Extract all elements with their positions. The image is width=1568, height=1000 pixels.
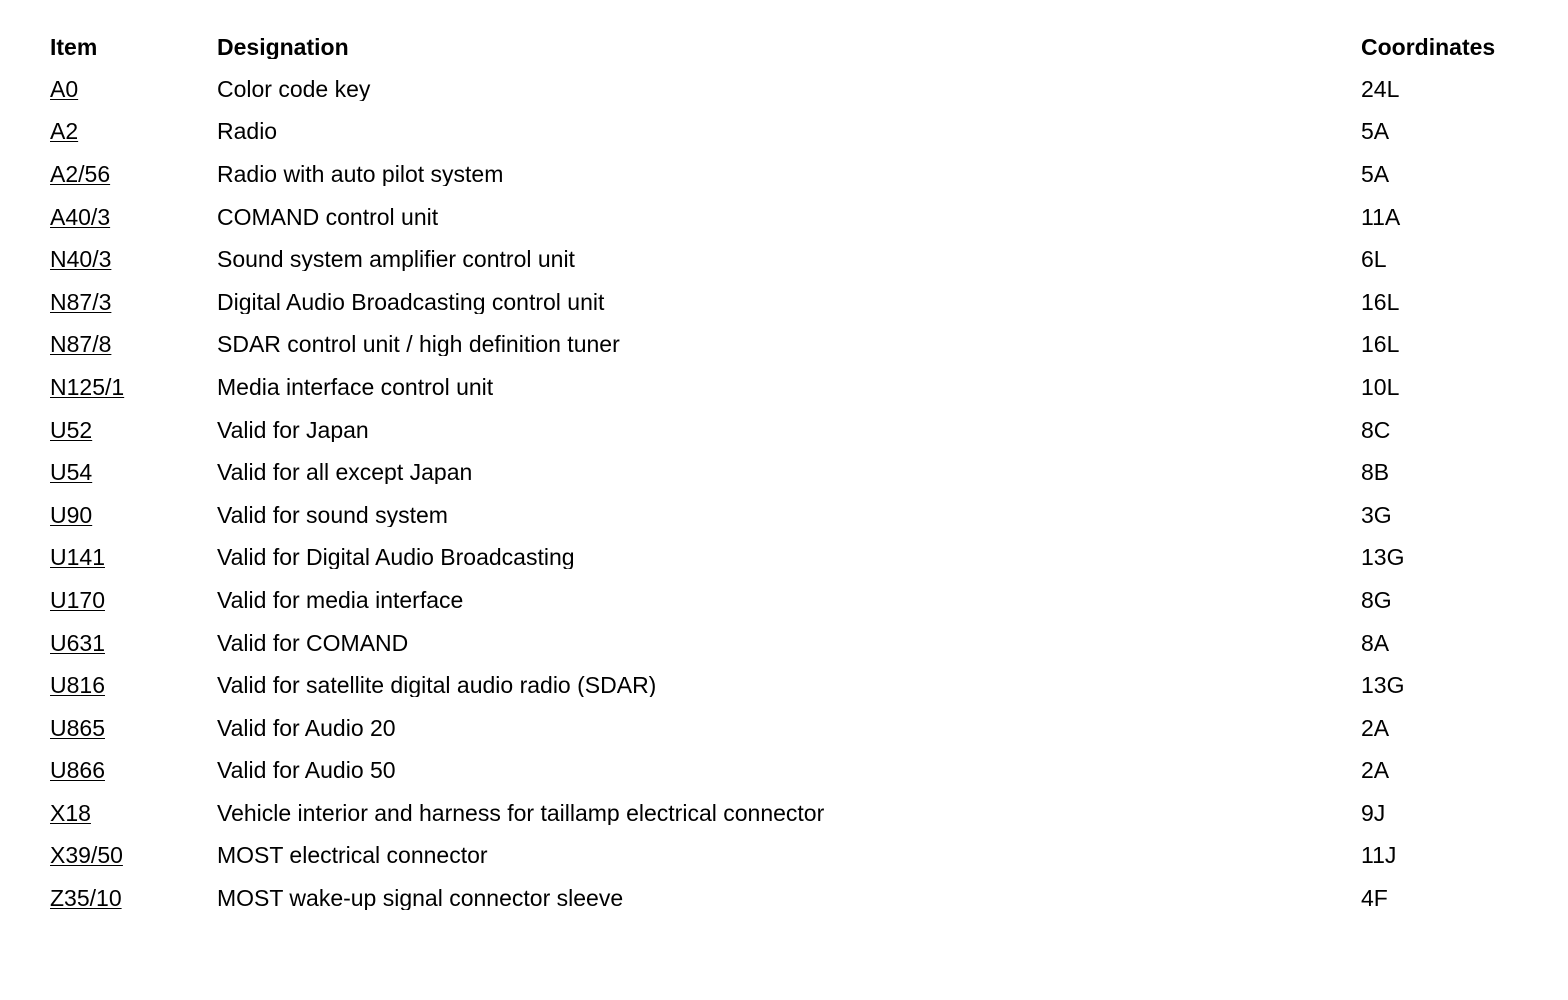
item-link[interactable]: U631 <box>50 629 105 656</box>
designation-cell: Vehicle interior and harness for taillamp electrical connector <box>217 801 825 825</box>
designation-cell: Media interface control unit <box>217 375 494 399</box>
item-column-header: Item <box>50 33 98 60</box>
item-link[interactable]: N87/3 <box>50 288 112 315</box>
designation-cell: Valid for Japan <box>217 418 369 442</box>
item-link[interactable]: A2/56 <box>50 160 111 187</box>
coordinates-cell: 8A <box>1361 629 1390 656</box>
item-link[interactable]: A40/3 <box>50 203 111 230</box>
table-row <box>50 451 1530 494</box>
table-row <box>50 366 1530 409</box>
table-row <box>50 664 1530 707</box>
item-link[interactable]: A2 <box>50 118 79 145</box>
item-link[interactable]: Z35/10 <box>50 885 122 912</box>
item-link[interactable]: N125/1 <box>50 373 125 400</box>
item-link[interactable]: U54 <box>50 459 93 486</box>
coordinates-cell: 16L <box>1361 288 1400 315</box>
item-link[interactable]: U816 <box>50 672 105 699</box>
designation-column-header: Designation <box>217 35 349 59</box>
coordinates-cell: 2A <box>1361 757 1390 784</box>
item-cell <box>50 461 217 484</box>
item-link[interactable]: U90 <box>50 501 93 528</box>
item-link[interactable]: X18 <box>50 799 91 826</box>
coordinates-cell: 2A <box>1361 714 1390 741</box>
designation-cell: Color code key <box>217 77 371 101</box>
coordinates-cell: 6L <box>1361 246 1387 273</box>
item-cell <box>50 501 217 528</box>
table-row <box>50 877 1530 920</box>
item-link[interactable]: N87/8 <box>50 331 112 358</box>
item-cell <box>50 333 217 356</box>
designation-cell: Valid for all except Japan <box>217 461 473 485</box>
coordinates-cell: 8B <box>1361 459 1390 486</box>
item-cell <box>50 248 217 271</box>
coordinates-cell: 16L <box>1361 331 1400 358</box>
designation-cell: Valid for Audio 20 <box>217 716 396 740</box>
item-cell <box>50 844 217 867</box>
coordinates-cell: 8G <box>1361 586 1392 613</box>
coordinates-cell: 8C <box>1361 416 1391 443</box>
coordinates-cell: 5A <box>1361 118 1390 145</box>
item-cell <box>50 75 217 102</box>
table-row <box>50 494 1530 537</box>
component-legend-table <box>50 26 1530 920</box>
item-cell <box>50 288 217 315</box>
item-link[interactable]: U141 <box>50 544 105 571</box>
coordinates-cell: 13G <box>1361 672 1405 699</box>
item-cell <box>50 714 217 741</box>
item-cell <box>50 120 217 143</box>
designation-cell: Valid for COMAND <box>217 631 409 655</box>
table-row <box>50 281 1530 324</box>
table-row <box>50 196 1530 239</box>
designation-cell: Digital Audio Broadcasting control unit <box>217 290 605 314</box>
table-header-row <box>50 26 1530 68</box>
coordinates-cell: 9J <box>1361 799 1386 826</box>
item-cell <box>50 160 217 187</box>
item-link[interactable]: A0 <box>50 75 79 102</box>
table-row <box>50 707 1530 750</box>
coordinates-cell: 10L <box>1361 373 1400 400</box>
table-row <box>50 68 1530 111</box>
table-row <box>50 324 1530 367</box>
item-link[interactable]: X39/50 <box>50 842 123 869</box>
item-cell <box>50 586 217 613</box>
coordinates-cell: 24L <box>1361 75 1400 102</box>
coordinates-cell: 5A <box>1361 160 1390 187</box>
item-cell <box>50 203 217 230</box>
designation-cell: Sound system amplifier control unit <box>217 248 575 272</box>
designation-cell: COMAND control unit <box>217 205 439 229</box>
designation-cell: Valid for Digital Audio Broadcasting <box>217 546 575 570</box>
item-cell <box>50 674 217 697</box>
table-row <box>50 579 1530 622</box>
table-row <box>50 622 1530 665</box>
table-body <box>50 68 1530 920</box>
item-cell <box>50 759 217 782</box>
designation-cell: Radio with auto pilot system <box>217 162 504 186</box>
coordinates-cell: 3G <box>1361 501 1392 528</box>
table-row <box>50 792 1530 835</box>
item-cell <box>50 887 217 910</box>
table-row <box>50 111 1530 154</box>
designation-cell: Valid for sound system <box>217 503 448 527</box>
coordinates-column-header: Coordinates <box>1361 33 1496 60</box>
item-cell <box>50 416 217 443</box>
item-link[interactable]: N40/3 <box>50 246 112 273</box>
item-cell <box>50 799 217 826</box>
designation-cell: SDAR control unit / high definition tuner <box>217 333 620 357</box>
coordinates-cell: 11J <box>1361 842 1397 869</box>
item-link[interactable]: U170 <box>50 586 105 613</box>
coordinates-cell: 11A <box>1361 203 1401 230</box>
table-row <box>50 153 1530 196</box>
item-link[interactable]: U866 <box>50 757 105 784</box>
item-cell <box>50 629 217 656</box>
table-row <box>50 238 1530 281</box>
table-row <box>50 835 1530 878</box>
designation-cell: Valid for satellite digital audio radio (SDAR) <box>217 674 657 698</box>
item-link[interactable]: U865 <box>50 714 105 741</box>
designation-cell: Valid for media interface <box>217 588 464 612</box>
table-row <box>50 537 1530 580</box>
designation-cell: MOST wake-up signal connector sleeve <box>217 887 624 911</box>
item-cell <box>50 546 217 569</box>
table-row <box>50 409 1530 452</box>
item-cell <box>50 373 217 400</box>
item-link[interactable]: U52 <box>50 416 93 443</box>
designation-cell: Radio <box>217 120 278 144</box>
designation-cell: Valid for Audio 50 <box>217 759 396 783</box>
table-row <box>50 750 1530 793</box>
coordinates-cell: 13G <box>1361 544 1405 571</box>
coordinates-cell: 4F <box>1361 885 1388 912</box>
designation-cell: MOST electrical connector <box>217 844 488 868</box>
